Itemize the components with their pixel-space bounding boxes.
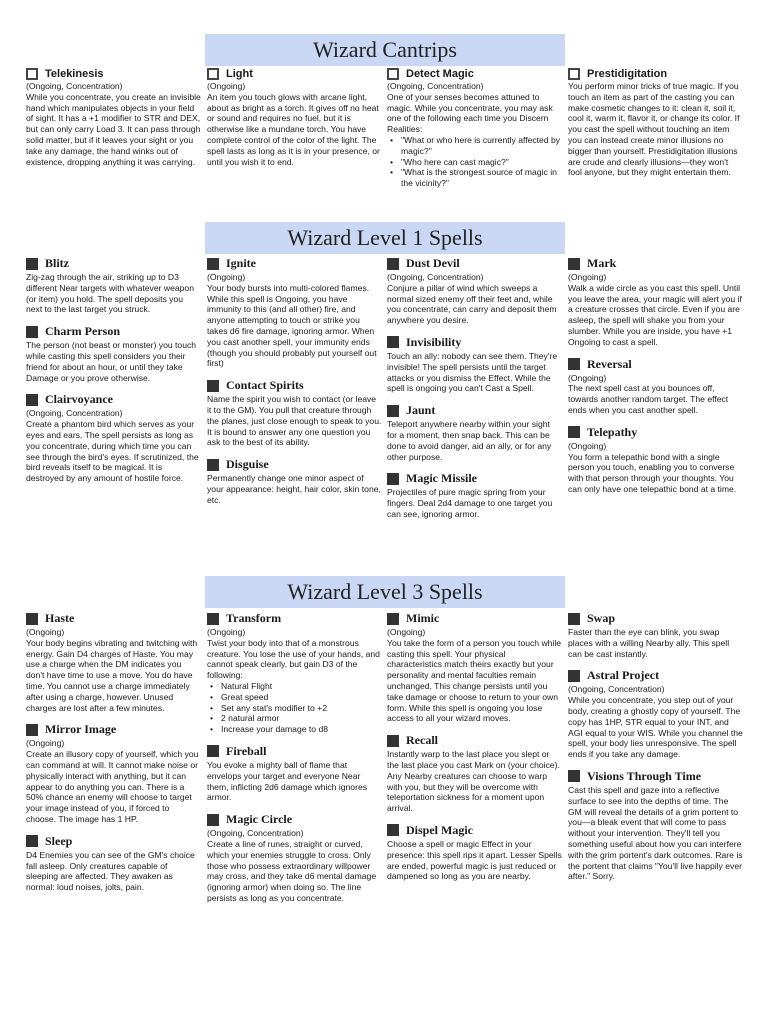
spell-description: While you concentrate, you step out of your body, creating a ghostly copy of yourself. The copy has 1HP, STR equal to your INT, and AGI equal to your WIS. While you channel the spell, your body lies unresponsive. The spell ends if you take any damage.	[568, 695, 743, 760]
checkbox-icon[interactable]	[207, 613, 219, 625]
checkbox-icon[interactable]	[207, 258, 219, 270]
spell-description: Conjure a pillar of wind which sweeps a normal sized enemy off their feet and, while you concentrate, can carry and deposit them anywhere you desire.	[387, 282, 557, 326]
spell-sleep	[26, 834, 201, 893]
spell-description: Instantly warp to the last place you slept or the last place you cast Mark on (your choice). Any Nearby creatures can choose to warp with you, but they will be overcome with teleportation sickness for a moment upon arrival.	[387, 749, 560, 814]
spell-name: Light	[226, 68, 253, 80]
bullet-item: • "Who here can cast magic?"	[387, 157, 562, 168]
spell-disguise	[207, 457, 382, 505]
spell-visions-through-time	[568, 769, 743, 882]
checkbox-icon[interactable]	[387, 336, 399, 348]
spell-description: Name the spirit you wish to contact (or leave it to the GM). You pull that creature through the planes, just close enough to speak to you. It is bound to answer any one question you ask to the best of its ability.	[207, 394, 382, 448]
spell-name: Magic Circle	[226, 812, 293, 827]
checkbox-icon[interactable]	[26, 326, 38, 338]
checkbox-icon[interactable]	[568, 613, 580, 625]
spell-name: Contact Spirits	[226, 378, 304, 393]
section-title-level-1: Wizard Level 1 Spells	[205, 222, 565, 254]
spell-description: Create a phantom bird which serves as your eyes and ears. The spell persists as long as you concentrate, during which time you can see through the bird's eyes. If scrutinized, the bird reveals itself to be magical. It is destroyed by any amount of hostile force.	[26, 419, 199, 484]
spell-dispel-magic	[387, 823, 562, 882]
spell-tag: (Ongoing)	[26, 738, 65, 749]
checkbox-icon[interactable]	[568, 68, 580, 80]
spell-tag: (Ongoing, Concentration)	[387, 81, 484, 91]
spell-name: Dust Devil	[406, 256, 460, 270]
section-title-cantrips: Wizard Cantrips	[205, 34, 565, 66]
checkbox-icon[interactable]	[207, 814, 219, 826]
spell-clairvoyance	[26, 392, 201, 484]
spell-tag: (Ongoing)	[26, 627, 65, 637]
spell-ignite	[207, 256, 382, 369]
spell-mimic	[387, 611, 562, 724]
checkbox-icon[interactable]	[387, 613, 399, 625]
spell-haste	[26, 611, 201, 713]
spell-description: Walk a wide circle as you cast this spell. Until you leave the area, your magic will alert you if a creature crosses that circle. Even if you are asleep, the spell will shake you from your slumber. While you are inside, you have +1 Ongoing to cast a spell.	[568, 282, 742, 347]
checkbox-icon[interactable]	[387, 258, 399, 270]
spell-transform	[207, 611, 382, 735]
spell-blitz	[26, 256, 201, 315]
spell-name: Disguise	[226, 457, 269, 472]
checkbox-icon[interactable]	[387, 68, 399, 80]
spell-name: Clairvoyance	[45, 392, 113, 407]
spell-tag: (Ongoing)	[207, 272, 246, 282]
spell-name: Dispel Magic	[406, 822, 473, 837]
spell-tag: (Ongoing, Concentration)	[568, 684, 665, 695]
checkbox-icon[interactable]	[26, 724, 38, 736]
bullet-item: • Increase your damage to d8	[207, 724, 382, 735]
spell-description: An item you touch glows with arcane light, about as bright as a torch. It gives off no heat or sound and requires no fuel, but it is otherwise like a mundane torch. You have complete control of the color of the light. The spell lasts as long as it is in your presence, or until you wish it to end.	[207, 91, 380, 167]
spell-name: Recall	[406, 733, 438, 748]
cantrips-column-4	[568, 68, 743, 187]
level1-column-1	[26, 256, 201, 493]
spell-name: Detect Magic	[406, 68, 474, 80]
checkbox-icon[interactable]	[26, 613, 38, 625]
bullet-item: • Great speed	[207, 692, 382, 703]
spell-name: Fireball	[226, 743, 267, 758]
checkbox-icon[interactable]	[568, 358, 580, 370]
spell-description: You take the form of a person you touch while casting this spell. Your physical characteristics match theirs exactly but your personality and mental faculties remain unchanged. This change persists until you take damage or choose to return to your own form. While this spell is ongoing you lose access to all your wizard moves.	[387, 637, 562, 724]
cantrips-column-1	[26, 68, 201, 176]
spell-name: Ignite	[226, 256, 256, 270]
spell-mark	[568, 256, 743, 348]
spell-name: Invisibility	[406, 334, 462, 349]
spell-reversal	[568, 357, 743, 416]
checkbox-icon[interactable]	[387, 473, 399, 485]
spell-charm-person	[26, 324, 201, 383]
level3-column-3	[387, 611, 562, 891]
spell-tag: (Ongoing)	[387, 627, 426, 637]
spell-swap	[568, 611, 743, 659]
spell-name: Mimic	[406, 611, 440, 625]
spell-jaunt	[387, 403, 562, 462]
spell-description: Your body begins vibrating and twitching with energy. Gain D4 charges of Haste. You may use a charge when the DM indicates you don't have time to use a move. You do have time. You cannot use a charge immediately after using a charge, however. Unused charges are lost after a few minutes.	[26, 637, 198, 713]
spell-tag: (Ongoing)	[568, 440, 607, 451]
spell-telekinesis	[26, 68, 201, 167]
checkbox-icon[interactable]	[26, 258, 38, 270]
spell-description: Touch an ally: nobody can see them. They're invisible! The spell persists until the target attacks or you dismiss the Effect. While the spell is ongoing you can't Cast a Spell.	[387, 350, 558, 394]
spell-bullet-list	[207, 681, 382, 735]
checkbox-icon[interactable]	[207, 68, 219, 80]
spell-description: Faster than the eye can blink, you swap places with a willing Nearby ally. This spell can be cast instantly.	[568, 627, 730, 659]
spell-light	[207, 68, 382, 167]
spell-name: Visions Through Time	[587, 768, 702, 783]
spell-description: Twist your body into that of a monstrous creature. You lose the use of your hands, and cannot speak clearly, but gain D3 of the following:	[207, 637, 380, 681]
spell-description: Your body bursts into multi-colored flames. While this spell is Ongoing, you have immunity to this (and all other) fire, and anyone attempting to touch or strike you takes d6 fire damage, ignoring armor. When you cast another spell, your immunity ends (though you should probably put yourself out first)	[207, 282, 377, 369]
spell-tag: (Ongoing)	[568, 272, 607, 282]
level3-column-1	[26, 611, 201, 902]
bullet-item: • "What or who here is currently affected by magic?"	[387, 135, 562, 157]
spell-name: Astral Project	[587, 668, 660, 683]
checkbox-icon[interactable]	[568, 258, 580, 270]
spell-name: Swap	[587, 611, 616, 625]
spell-fireball	[207, 744, 382, 803]
spell-name: Mark	[587, 256, 617, 270]
level1-column-2	[207, 256, 382, 515]
spell-description: Choose a spell or magic Effect in your presence: this spell rips it apart. Lesser Spells are ended, powerful magic is just reduced or dampened so long as you are nearby.	[387, 838, 562, 882]
spell-description: Create a line of runes, straight or curved, which your enemies struggle to cross. Only those who possess extraordinary willpower may cross, and they take d6 mental damage (ignoring armor) when doing so. The line persists as long as you concentrate.	[207, 838, 377, 903]
spell-name: Reversal	[587, 356, 632, 371]
spell-name: Telekinesis	[45, 68, 104, 80]
spell-recall	[387, 733, 562, 814]
spell-magic-circle	[207, 812, 382, 904]
spell-description: Projectiles of pure magic spring from your fingers. Deal 2d4 damage to one target you can see, ignoring armor.	[387, 487, 553, 519]
checkbox-icon[interactable]	[207, 380, 219, 392]
spell-contact-spirits	[207, 378, 382, 448]
spell-telepathy	[568, 425, 743, 495]
spell-tag: (Ongoing, Concentration)	[26, 81, 123, 91]
spell-name: Magic Missile	[406, 471, 477, 486]
spell-description: One of your senses becomes attuned to magic. While you concentrate, you may ask one of the following each time you Discern Realities:	[387, 91, 553, 135]
spell-name: Sleep	[45, 833, 73, 848]
spell-description: Cast this spell and gaze into a reflective surface to see into the depths of time. The GM will reveal the details of a grim portent to you—a bleak event that will come to pass without your intervention. They'll tell you something useful about how you can interfere with the grim portent's dark outcomes. Rare is the portent that claims "You'll live happily ever after." Sorry.	[568, 784, 743, 882]
spell-description: You evoke a mighty ball of flame that envelops your target and everyone Near them, inflicting 2d6 damage which ignores armor.	[207, 759, 368, 803]
level3-column-4	[568, 611, 743, 891]
spell-description: The next spell cast at you bounces off, towards another random target. The effect ends when you cast another spell.	[568, 383, 729, 415]
cantrips-column-3	[387, 68, 562, 198]
spell-description: D4 Enemies you can see of the GM's choice fall asleep. Only creatures capable of sleeping are affected. They awaken as normal: loud noises, jolts, pain.	[26, 849, 195, 893]
level1-column-4	[568, 256, 743, 504]
checkbox-icon[interactable]	[26, 68, 38, 80]
checkbox-icon[interactable]	[568, 770, 580, 782]
spell-name: Telepathy	[587, 424, 638, 439]
spell-tag: (Ongoing, Concentration)	[387, 272, 484, 282]
checkbox-icon[interactable]	[387, 824, 399, 836]
checkbox-icon[interactable]	[568, 426, 580, 438]
checkbox-icon[interactable]	[26, 394, 38, 406]
spell-name: Mirror Image	[45, 722, 117, 737]
level1-column-3	[387, 256, 562, 529]
spell-description: You form a telepathic bond with a single person you touch, enabling you to converse with that person through your thoughts. You can only have one telepathic bond at a time.	[568, 451, 737, 494]
spell-description: The person (not beast or monster) you touch while casting this spell considers you their friend for about an hour, or until they take Damage or you prove otherwise.	[26, 340, 197, 383]
spell-tag: (Ongoing)	[207, 81, 246, 91]
bullet-item: • Set any stat's modifier to +2	[207, 703, 382, 714]
checkbox-icon[interactable]	[207, 459, 219, 471]
spell-name: Jaunt	[406, 403, 436, 418]
spell-description: While you concentrate, you create an invisible hand which manipulates objects in your field of sight. It has a +1 modifier to STR and DEX, but can only carry Load 3. It can pass through solid matter, but if it leaves your sight or you take any damage, the hand winks out of existence, dropping anything it was carrying.	[26, 91, 201, 167]
spell-name: Charm Person	[45, 324, 120, 339]
spell-description: Permanently change one minor aspect of your appearance: height, hair color, skin tone, etc.	[207, 473, 381, 505]
checkbox-icon[interactable]	[26, 835, 38, 847]
spell-description: Teleport anywhere nearby within your sight for a moment, then snap back. This can be done to avoid danger, aid an ally, or for any other purpose.	[387, 419, 552, 462]
checkbox-icon[interactable]	[387, 735, 399, 747]
spell-tag: (Ongoing, Concentration)	[207, 828, 304, 839]
bullet-item: • Natural Flight	[207, 681, 382, 692]
bullet-item: • "What is the strongest source of magic in the vicinity?"	[387, 167, 562, 189]
spell-name: Transform	[226, 611, 282, 625]
cantrips-column-2	[207, 68, 382, 176]
spell-description: Zig-zag through the air, striking up to D3 different Near targets with whatever weapon (or item) you hold. The spell deposits you next to the last target you struck.	[26, 272, 194, 315]
spell-description: Create an illusory copy of yourself, which you can command at will. It cannot make noise or physically interact with anything, but it can appear to do anything you can. There is a 50% chance an enemy will choose to target your image instead of you, if forced to choose. The image has 1 HP.	[26, 749, 199, 824]
checkbox-icon[interactable]	[207, 745, 219, 757]
spell-bullet-list	[387, 135, 562, 189]
spell-magic-missile	[387, 471, 562, 519]
spell-dust-devil	[387, 256, 562, 326]
spell-astral-project	[568, 668, 743, 760]
spell-invisibility	[387, 335, 562, 394]
checkbox-icon[interactable]	[387, 405, 399, 417]
spell-tag: (Ongoing)	[207, 627, 246, 637]
spell-description: You perform minor tricks of true magic. If you touch an item as part of the casting you can make cosmetic changes to it: clean it, soil it, cool it, warm it, flavor it, or change its color. If you cast the spell without touching an item you can instead create minor illusions no bigger than yourself. Prestidigitation illusions are crude and clearly illusions—they won't fool anyone, but they might entertain them.	[568, 81, 740, 178]
spell-name: Prestidigitation	[587, 68, 668, 80]
spell-name: Blitz	[45, 256, 69, 270]
checkbox-icon[interactable]	[568, 670, 580, 682]
section-title-level-3: Wizard Level 3 Spells	[205, 576, 565, 608]
spell-tag: (Ongoing, Concentration)	[26, 408, 123, 419]
bullet-item: • 2 natural armor	[207, 713, 382, 724]
spell-detect-magic	[387, 68, 562, 189]
spell-name: Haste	[45, 611, 75, 625]
spell-tag: (Ongoing)	[568, 372, 607, 383]
level3-column-2	[207, 611, 382, 913]
spell-prestidigitation	[568, 68, 743, 178]
spell-mirror-image	[26, 722, 201, 824]
